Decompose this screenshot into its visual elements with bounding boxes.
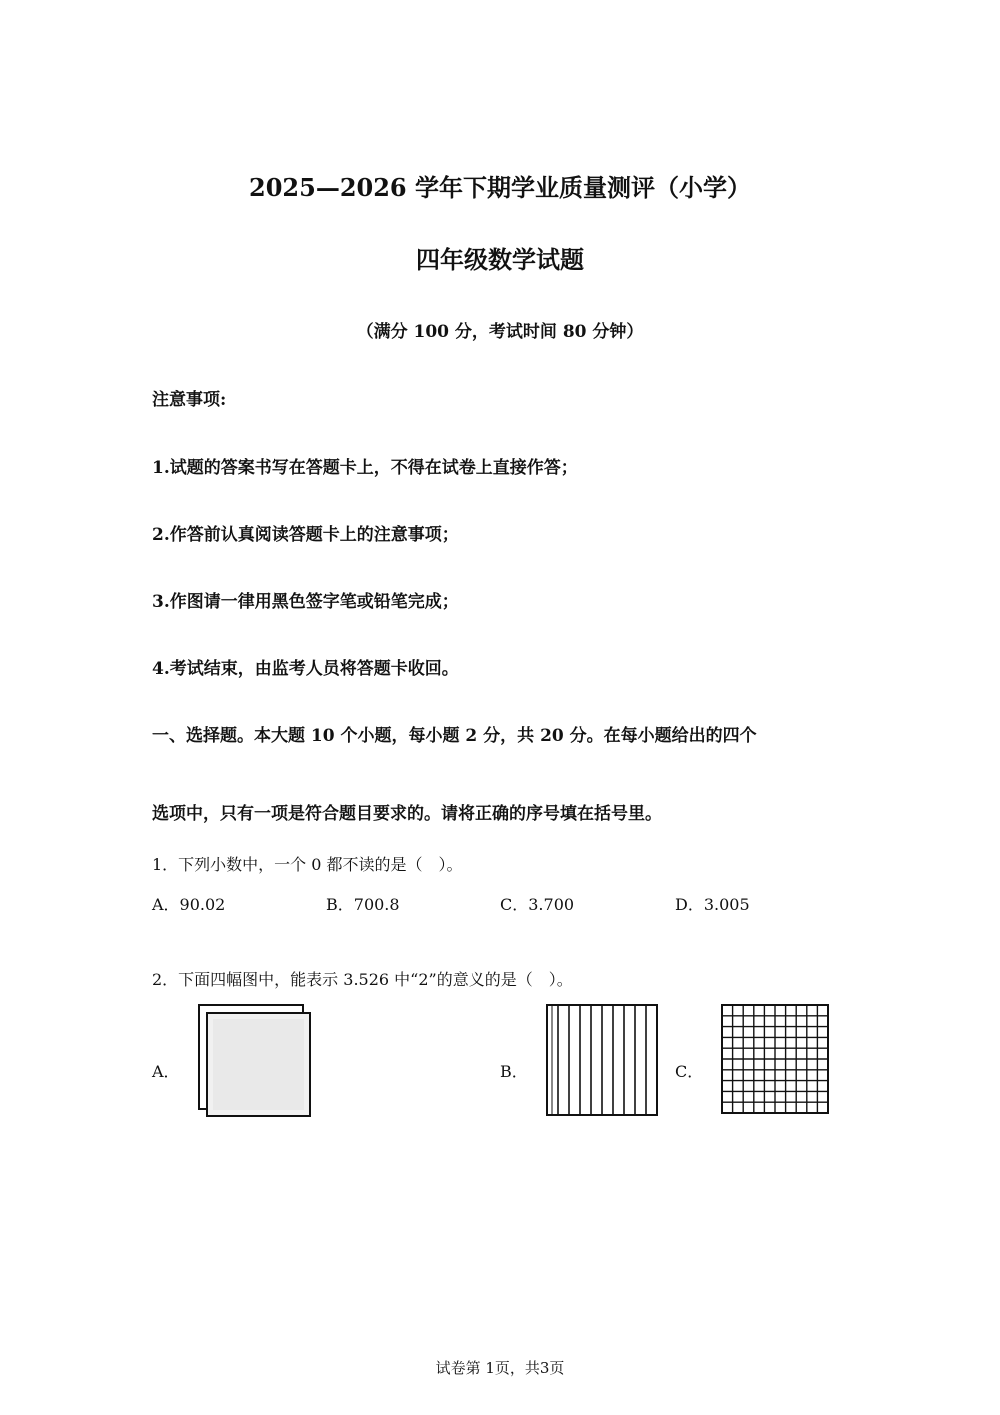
question-1-option-b: B．700.8	[326, 895, 400, 914]
notice-heading: 注意事项:	[152, 390, 227, 410]
section-heading-line2: 选项中，只有一项是符合题目要求的。请将正确的序号填在括号里。	[152, 804, 662, 824]
question-1-option-d: D．3.005	[675, 895, 750, 914]
stacked-squares-figure	[195, 1002, 315, 1118]
notice-item-1: 1.试题的答案书写在答题卡上，不得在试卷上直接作答；	[152, 458, 578, 478]
question-2-option-b: B．	[500, 1062, 528, 1081]
question-1-option-c: C．3.700	[500, 895, 575, 914]
hundredths-grid-figure	[719, 1002, 831, 1116]
page-footer: 试卷第 1页，共3页	[435, 1359, 565, 1377]
notice-item-4: 4.考试结束，由监考人员将答题卡收回。	[152, 659, 459, 679]
notice-item-3: 3.作图请一律用黑色签字笔或铅笔完成；	[152, 592, 459, 612]
question-1-text: 1．下列小数中，一个 0 都不读的是（ ）。	[152, 855, 463, 874]
tenths-strips-figure	[544, 1002, 660, 1118]
subject-title: 四年级数学试题	[416, 245, 584, 274]
question-2-text: 2．下面四幅图中，能表示 3.526 中“2”的意义的是（ ）。	[152, 970, 573, 989]
question-1-option-a: A．90.02	[152, 895, 226, 914]
question-2-option-c: C．	[675, 1062, 704, 1081]
notice-item-2: 2.作答前认真阅读答题卡上的注意事项；	[152, 525, 459, 545]
question-2-option-a: A．	[152, 1062, 180, 1081]
exam-note: （满分 100 分，考试时间 80 分钟）	[356, 322, 644, 342]
exam-title: 2025—2026 学年下期学业质量测评（小学）	[249, 173, 751, 202]
section-heading-line1: 一、选择题。本大题 10 个小题，每小题 2 分，共 20 分。在每小题给出的四个	[152, 726, 757, 746]
